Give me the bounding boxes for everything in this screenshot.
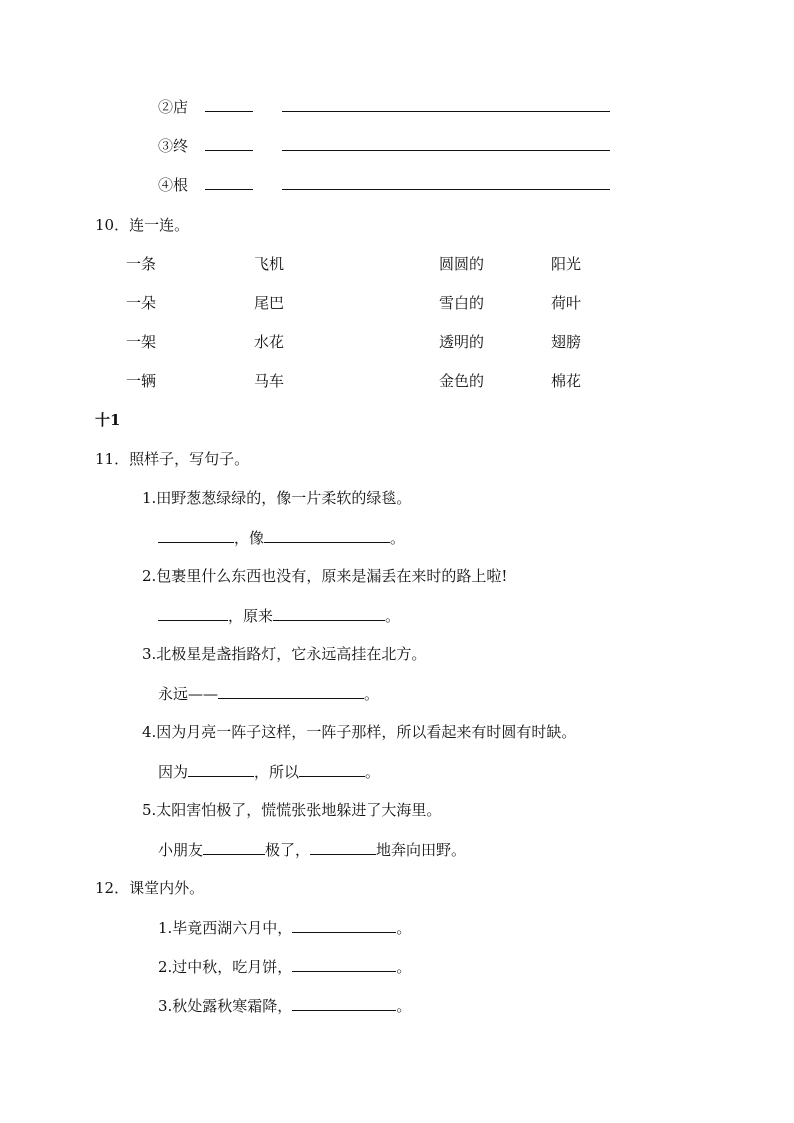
answer-blank[interactable] (158, 527, 234, 543)
answer-blank[interactable] (158, 605, 228, 621)
q12-title: 12．课堂内外。 (95, 879, 205, 897)
q12-text: 2.过中秋，吃月饼， (158, 958, 293, 976)
match-item[interactable]: 一朵 (126, 294, 157, 312)
q12-item (158, 956, 411, 977)
q12-item (158, 917, 411, 938)
match-item[interactable]: 水花 (254, 333, 285, 351)
q11-title: 11．照样子，写句子。 (95, 450, 250, 468)
q9-label: ②店 (158, 98, 189, 116)
q12-text: 。 (396, 958, 412, 976)
match-item[interactable]: 金色的 (439, 372, 485, 390)
q12-text: 1.毕竟西湖六月中， (158, 919, 293, 937)
q12-item (158, 995, 411, 1016)
q9-row (158, 174, 610, 195)
q11-answer-line (158, 683, 379, 704)
q11-text: 。 (365, 763, 381, 781)
q12-text: 3.秋处露秋寒霜降， (158, 997, 293, 1015)
match-item[interactable]: 荷叶 (551, 294, 582, 312)
answer-blank[interactable] (282, 135, 610, 151)
q11-text: 小朋友 (158, 841, 204, 859)
answer-blank[interactable] (292, 956, 396, 972)
q11-example: 1.田野葱葱绿绿的，像一片柔软的绿毯。 (142, 489, 412, 507)
q11-example: 2.包裹里什么东西也没有，原来是漏丢在来时的路上啦! (142, 567, 508, 585)
q9-row (158, 135, 610, 156)
answer-blank[interactable] (205, 135, 253, 151)
q11-answer-line (158, 605, 400, 626)
match-item[interactable]: 棉花 (551, 372, 582, 390)
q11-example: 4.因为月亮一阵子这样，一阵子那样，所以看起来有时圆有时缺。 (142, 723, 577, 741)
match-item[interactable]: 一条 (126, 255, 157, 273)
q9-row (158, 96, 610, 117)
section-heading: 十1 (95, 411, 121, 429)
q9-label: ③终 (158, 137, 189, 155)
q11-text: 永远—— (158, 685, 219, 703)
answer-blank[interactable] (282, 96, 610, 112)
match-item[interactable]: 一架 (126, 333, 157, 351)
answer-blank[interactable] (310, 839, 376, 855)
match-item[interactable]: 尾巴 (254, 294, 285, 312)
q11-answer-line (158, 527, 405, 548)
q10-title: 10．连一连。 (95, 216, 190, 234)
q11-text: ，所以 (254, 763, 300, 781)
answer-blank[interactable] (188, 761, 254, 777)
match-item[interactable]: 阳光 (551, 255, 582, 273)
q12-text: 。 (396, 997, 412, 1015)
q11-text: ，原来 (228, 607, 274, 625)
q11-text: ，像 (234, 529, 265, 547)
match-item[interactable]: 雪白的 (439, 294, 485, 312)
q11-text: 因为 (158, 763, 189, 781)
answer-blank[interactable] (205, 174, 253, 190)
q11-example: 5.太阳害怕极了，慌慌张张地躲进了大海里。 (142, 801, 442, 819)
answer-blank[interactable] (205, 96, 253, 112)
q11-text: 。 (385, 607, 401, 625)
match-item[interactable]: 飞机 (254, 255, 285, 273)
match-item[interactable]: 圆圆的 (439, 255, 485, 273)
q11-text: 极了， (265, 841, 311, 859)
answer-blank[interactable] (264, 527, 390, 543)
match-item[interactable]: 翅膀 (551, 333, 582, 351)
q11-answer-line (158, 839, 466, 860)
answer-blank[interactable] (218, 683, 364, 699)
answer-blank[interactable] (203, 839, 265, 855)
q9-label: ④根 (158, 176, 189, 194)
answer-blank[interactable] (273, 605, 385, 621)
answer-blank[interactable] (292, 917, 396, 933)
match-item[interactable]: 马车 (254, 372, 285, 390)
match-item[interactable]: 一辆 (126, 372, 157, 390)
q11-text: 。 (390, 529, 406, 547)
answer-blank[interactable] (299, 761, 365, 777)
q11-example: 3.北极星是盏指路灯，它永远高挂在北方。 (142, 645, 427, 663)
match-item[interactable]: 透明的 (439, 333, 485, 351)
answer-blank[interactable] (282, 174, 610, 190)
q11-text: 。 (364, 685, 380, 703)
q11-answer-line (158, 761, 380, 782)
answer-blank[interactable] (292, 995, 396, 1011)
q12-text: 。 (396, 919, 412, 937)
q11-text: 地奔向田野。 (376, 841, 467, 859)
